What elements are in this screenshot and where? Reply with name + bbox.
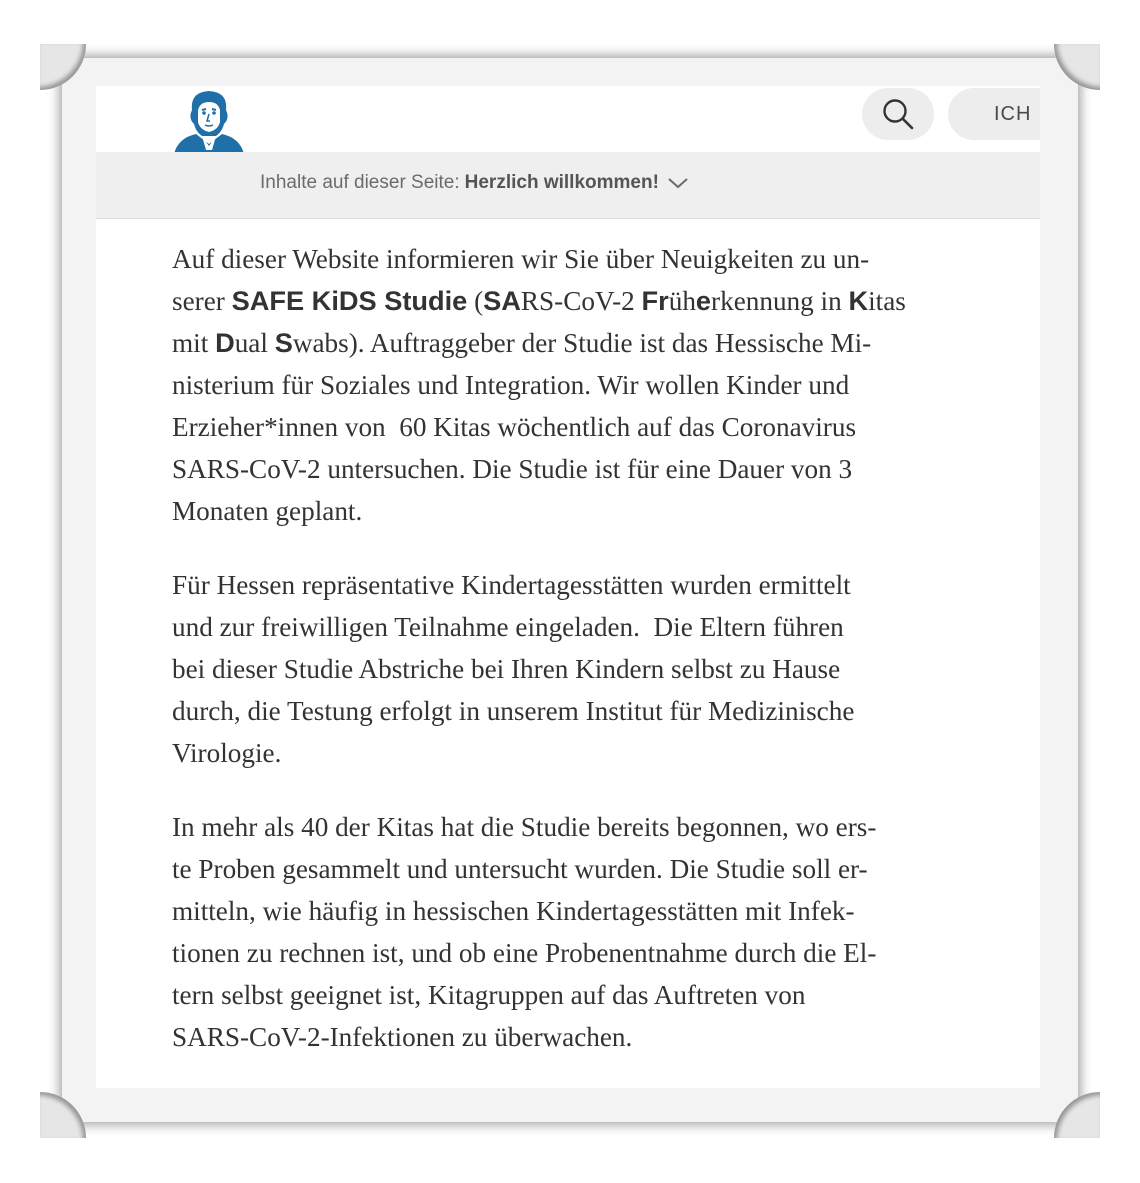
- text-line: RS-CoV-2: [520, 286, 642, 316]
- text-line: serer: [172, 286, 232, 316]
- paragraph: [172, 806, 980, 1058]
- acronym-letter: SA: [483, 285, 521, 316]
- text-line: Für Hessen repräsentative Kindertagesstätten wurden ermittelt: [172, 570, 851, 600]
- user-menu-button[interactable]: ICH: [948, 88, 1040, 140]
- text-line: nisterium für Soziales und Integration. Wir wollen Kinder und: [172, 370, 850, 400]
- text-line: üh: [668, 286, 696, 316]
- page-contents-current: Herzlich willkommen!: [464, 172, 659, 193]
- chevron-down-icon: [667, 176, 689, 190]
- text-line: Monaten geplant.: [172, 496, 363, 526]
- text-line: Erzieher*innen von 60 Kitas wöchentlich auf das Coronavirus: [172, 412, 857, 442]
- acronym-letter: K: [848, 285, 869, 316]
- text-line: rkennung in: [711, 286, 849, 316]
- text-line: tern selbst geeignet ist, Kitagruppen auf das Auftreten von: [172, 980, 806, 1010]
- text-line: mit: [172, 328, 216, 358]
- search-icon: [881, 97, 915, 131]
- acronym-letter: D: [215, 327, 235, 358]
- text-line: durch, die Testung erfolgt in unserem Institut für Medizinische: [172, 696, 855, 726]
- text-line: tionen zu rechnen ist, und ob eine Probenentnahme durch die El-: [172, 938, 877, 968]
- page-contents-dropdown[interactable]: [260, 172, 689, 194]
- goethe-logo-icon[interactable]: [172, 88, 246, 154]
- acronym-letter: S: [274, 327, 293, 358]
- paragraph: [172, 564, 980, 774]
- article-body: [172, 238, 980, 1088]
- text-line: SARS-CoV-2 untersuchen. Die Studie ist für eine Dauer von 3: [172, 454, 853, 484]
- paragraph: [172, 238, 980, 532]
- text-line: bei dieser Studie Abstriche bei Ihren Kindern selbst zu Hause: [172, 654, 841, 684]
- text-line: itas: [868, 286, 906, 316]
- acronym-letter: Fr: [641, 285, 669, 316]
- text-line: te Proben gesammelt und untersucht wurden. Die Studie soll er-: [172, 854, 868, 884]
- acronym-letter: e: [695, 285, 712, 316]
- page-contents-nav[interactable]: [96, 152, 1040, 219]
- text-line: mitteln, wie häufig in hessischen Kindertagesstätten mit Infek-: [172, 896, 855, 926]
- text-line: und zur freiwilligen Teilnahme eingeladen. Die Eltern führen: [172, 612, 844, 642]
- site-header: [96, 86, 1040, 152]
- text-line: Auf dieser Website informieren wir Sie über Neuigkeiten zu un-: [172, 244, 870, 274]
- study-name: SAFE KiDS Studie: [231, 285, 468, 316]
- web-page: [96, 86, 1040, 1088]
- search-button[interactable]: [862, 88, 934, 140]
- page-contents-label: Inhalte auf dieser Seite:: [260, 172, 460, 193]
- text-line: SARS-CoV-2-Infektionen zu überwachen.: [172, 1022, 633, 1052]
- text-line: wabs). Auftraggeber der Studie ist das Hessische Mi-: [292, 328, 872, 358]
- text-line: (: [467, 286, 484, 316]
- text-line: In mehr als 40 der Kitas hat die Studie bereits begonnen, wo ers-: [172, 812, 877, 842]
- text-line: ual: [234, 328, 275, 358]
- text-line: Virologie.: [172, 738, 282, 768]
